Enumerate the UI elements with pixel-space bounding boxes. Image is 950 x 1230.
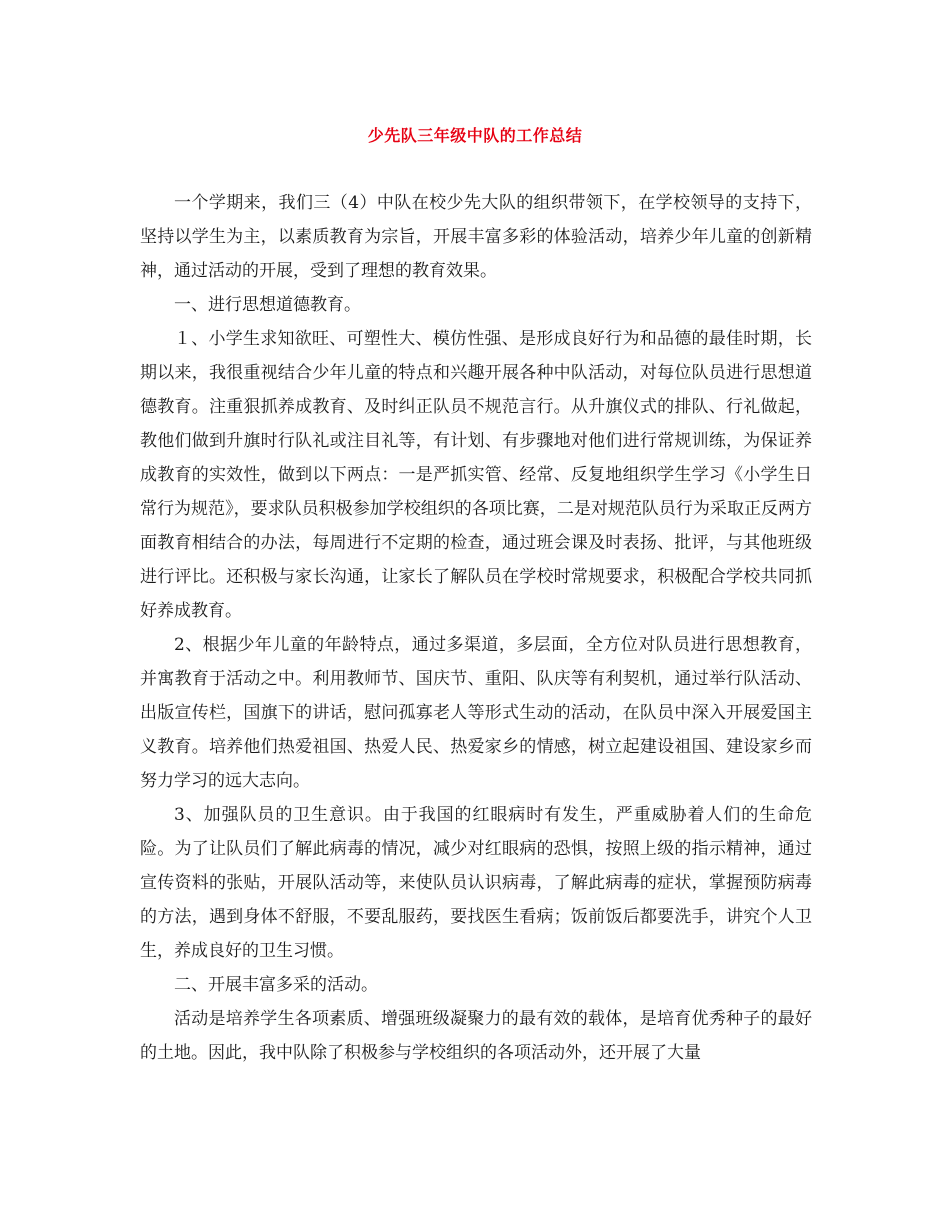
section-heading-moral-education: 一、进行思想道德教育。 bbox=[174, 295, 361, 315]
paragraph-item-3: 3、加强队员的卫生意识。由于我国的红眼病时有发生，严重威胁着人们的生命危险。为了让队员们了解此病毒的情况，减少对红眼病的恐惧，按照上级的指示精神，通过宣传资料的张贴，开展队活动等，来使队员认识病毒，了解此病毒的症状，掌握预防病毒的方法，遇到身体不舒服，不要乱服药，要找医生看病；饭前饭后都要洗手，讲究个人卫生，养成良好的卫生习惯。 bbox=[140, 805, 812, 961]
paragraph-item-1: １、小学生求知欲旺、可塑性大、模仿性强、是形成良好行为和品德的最佳时期，长期以来，我很重视结合少年儿童的特点和兴趣开展各种中队活动，对每位队员进行思想道德教育。注重狠抓养成教育、及时纠正队员不规范言行。从升旗仪式的排队、行礼做起，教他们做到升旗时行队礼或注目礼等，有计划、有步骤地对他们进行常规训练，为保证养成教育的实效性，做到以下两点：一是严抓实管、经常、反复地组织学生学习《小学生日常行为规范》，要求队员积极参加学校组织的各项比赛，二是对规范队员行为采取正反两方面教育相结合的办法，每周进行不定期的检查，通过班会课及时表扬、批评，与其他班级进行评比。还积极与家长沟通，让家长了解队员在学校时常规要求，积极配合学校共同抓好养成教育。 bbox=[140, 329, 812, 621]
document-body bbox=[140, 186, 812, 1070]
paragraph-intro: 一个学期来，我们三（4）中队在校少先大队的组织带领下，在学校领导的支持下，坚持以学生为主，以素质教育为宗旨，开展丰富多彩的体验活动，培养少年儿童的创新精神，通过活动的开展，受到了理想的教育效果。 bbox=[140, 193, 812, 281]
paragraph-activities: 活动是培养学生各项素质、增强班级凝聚力的最有效的载体，是培育优秀种子的最好的土地。因此，我中队除了积极参与学校组织的各项活动外，还开展了大量 bbox=[140, 1009, 812, 1063]
section-heading-activities: 二、开展丰富多采的活动。 bbox=[174, 975, 378, 995]
document-title: 少先队三年级中队的工作总结 bbox=[367, 126, 583, 145]
paragraph-item-2: 2、根据少年儿童的年龄特点，通过多渠道，多层面，全方位对队员进行思想教育，并寓教育于活动之中。利用教师节、国庆节、重阳、队庆等有利契机，通过举行队活动、出版宣传栏，国旗下的讲话，慰问孤寡老人等形式生动的活动，在队员中深入开展爱国主义教育。培养他们热爱祖国、热爱人民、热爱家乡的情感，树立起建设祖国、建设家乡而努力学习的远大志向。 bbox=[140, 635, 812, 791]
